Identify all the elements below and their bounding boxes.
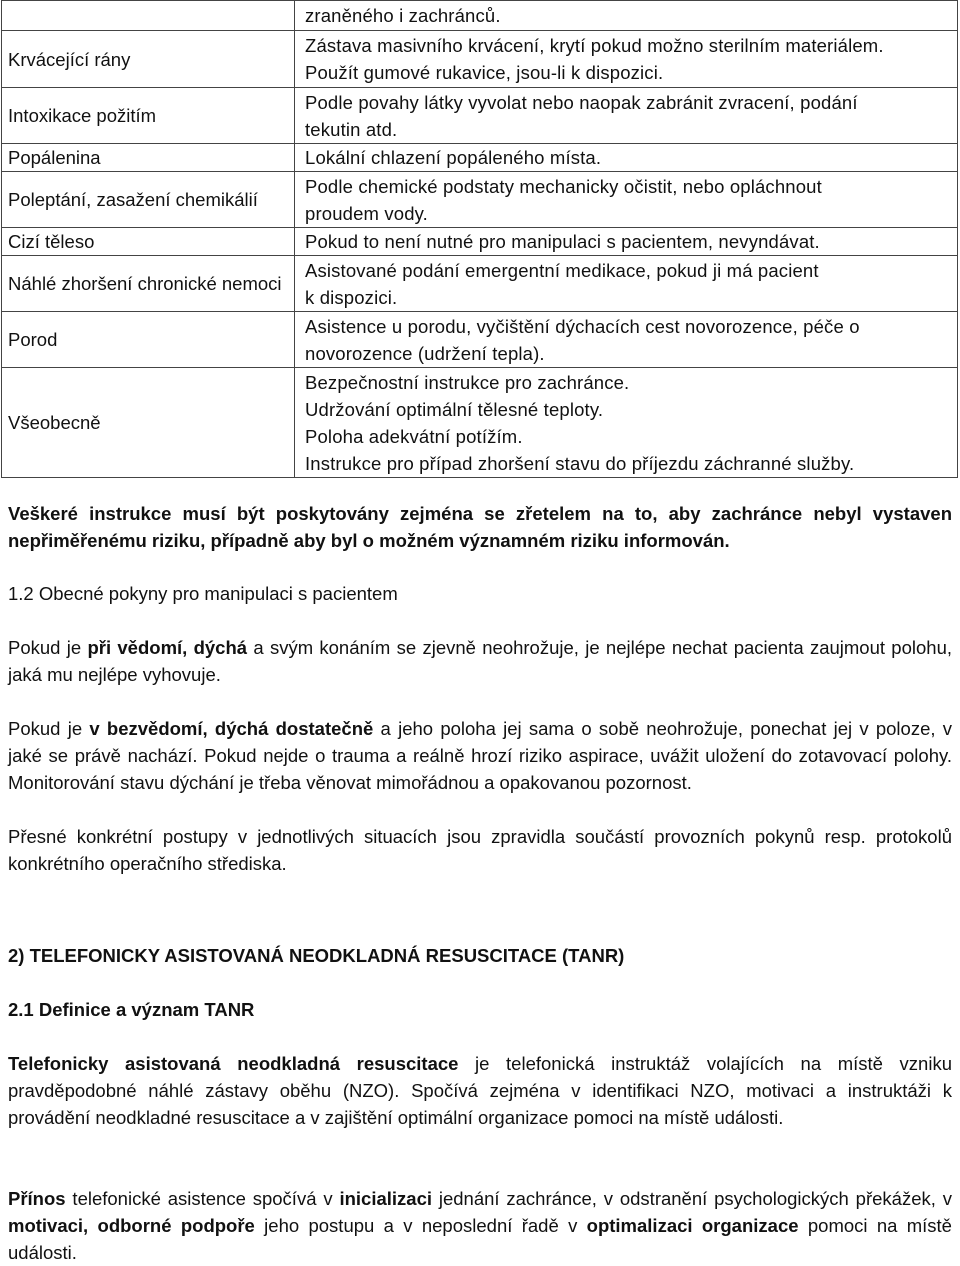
- emphasis: při vědomí, dýchá: [87, 637, 248, 658]
- paragraph-procedures: Přesné konkrétní postupy v jednotlivých situacích jsou zpravidla součástí provozních pokynů resp. protokolů konkrétního operačního střediska.: [8, 826, 952, 874]
- text-run: pomoci na místě události.: [8, 1215, 952, 1263]
- instruction-line: zraněného i zachránců.: [305, 5, 501, 26]
- table-row: [2, 88, 958, 144]
- instruction-cell: [295, 31, 958, 88]
- instruction-line: Instrukce pro případ zhoršení stavu do příjezdu záchranné služby.: [305, 452, 855, 474]
- table-row: [2, 368, 958, 478]
- table-row: [2, 172, 958, 228]
- paragraph-conscious-patient: [8, 634, 952, 688]
- table-row: [2, 256, 958, 312]
- section-heading-2-1: 2.1 Definice a význam TANR: [8, 999, 255, 1020]
- paragraph-tanr-definition: [8, 1050, 952, 1131]
- emphasis: Přínos: [8, 1188, 66, 1209]
- emphasis: v bezvědomí, dýchá dostatečně: [89, 718, 374, 739]
- section-heading-2: 2) TELEFONICKY ASISTOVANÁ NEODKLADNÁ RESUSCITACE (TANR): [8, 945, 625, 966]
- safety-warning: Veškeré instrukce musí být poskytovány zejména se zřetelem na to, aby zachránce nebyl vystaven nepřiměřenému riziku, případně aby byl o možném významném riziku informován.: [8, 503, 952, 551]
- instruction-cell: [295, 368, 958, 478]
- instruction-line: Udržování optimální tělesné teploty.: [305, 398, 604, 420]
- category-cell: Poleptání, zasažení chemikálií: [2, 172, 295, 228]
- instruction-line: Zástava masivního krvácení, krytí pokud možno sterilním materiálem.: [305, 35, 884, 56]
- instruction-cell: [295, 256, 958, 312]
- table-row: [2, 31, 958, 88]
- document-body: [8, 500, 952, 1266]
- paragraph-tanr-benefit: [8, 1185, 952, 1266]
- instruction-line: Asistence u porodu, vyčištění dýchacích cest novorozence, péče o: [305, 315, 860, 337]
- instruction-cell: [295, 1, 958, 31]
- instruction-line: Podle povahy látky vyvolat nebo naopak zabránit zvracení, podání: [305, 91, 858, 113]
- text-run: a svým konáním se zjevně neohrožuje, je nejlépe nechat pacienta zaujmout polohu, jaká mu nejlépe vyhovuje.: [8, 637, 952, 685]
- instruction-line: Podle chemické podstaty mechanicky očistit, nebo opláchnout: [305, 175, 822, 197]
- instruction-line: Bezpečnostní instrukce pro zachránce.: [305, 371, 630, 393]
- instruction-cell: [295, 144, 958, 172]
- instruction-cell: [295, 88, 958, 144]
- category-cell: Popálenina: [2, 144, 295, 172]
- instruction-line: Poloha adekvátní potížím.: [305, 425, 523, 447]
- table-row: [2, 228, 958, 256]
- emphasis: inicializaci: [339, 1188, 432, 1209]
- instruction-line: k dispozici.: [305, 286, 398, 308]
- category-cell: Náhlé zhoršení chronické nemoci: [2, 256, 295, 312]
- instruction-line: Použít gumové rukavice, jsou-li k dispozici.: [305, 62, 664, 83]
- table-row: [2, 1, 958, 31]
- text-run: je telefonická instruktáž volajících na místě vzniku pravděpodobné náhlé zástavy oběhu (NZO). Spočívá zejména v identifikaci NZO, motivaci a instruktáži k provádění neodkladné resuscitace a v zajištění optimální organizace pomoci na místě události.: [8, 1053, 952, 1128]
- first-aid-instructions-table: [1, 0, 958, 478]
- table-row: [2, 144, 958, 172]
- emphasis: Telefonicky asistovaná neodkladná resuscitace: [8, 1053, 459, 1074]
- emphasis: optimalizaci organizace: [586, 1215, 799, 1236]
- instruction-line: proudem vody.: [305, 202, 428, 224]
- table-row: [2, 312, 958, 368]
- category-cell: Krvácející rány: [2, 31, 295, 88]
- emphasis: motivaci, odborné podpoře: [8, 1215, 255, 1236]
- instruction-line: novorozence (udržení tepla).: [305, 342, 545, 364]
- category-cell: Intoxikace požitím: [2, 88, 295, 144]
- text-run: jednání zachránce, v odstranění psychologických překážek, v: [432, 1188, 952, 1209]
- text-run: Pokud je: [8, 637, 88, 658]
- instruction-line: Lokální chlazení popáleného místa.: [305, 147, 602, 168]
- instruction-line: tekutin atd.: [305, 118, 398, 140]
- category-cell: Všeobecně: [2, 368, 295, 478]
- category-cell: [2, 1, 295, 31]
- instruction-cell: [295, 172, 958, 228]
- category-cell: Porod: [2, 312, 295, 368]
- text-run: jeho postupu a v neposlední řadě v: [254, 1215, 587, 1236]
- instruction-line: Asistované podání emergentní medikace, pokud ji má pacient: [305, 259, 819, 281]
- text-run: a jeho poloha jej sama o sobě neohrožuje, ponechat jej v poloze, v jaké se právě nachází. Pokud nejde o trauma a reálně hrozí riziko aspirace, uvážit uložení do zotavovací polohy. Monitorování stavu dýchání je třeba věnovat mimořádnou a opakovanou pozornost.: [8, 718, 953, 793]
- section-heading-1-2: 1.2 Obecné pokyny pro manipulaci s pacientem: [8, 583, 398, 604]
- instruction-cell: [295, 312, 958, 368]
- text-run: Pokud je: [8, 718, 90, 739]
- instruction-cell: [295, 228, 958, 256]
- paragraph-unconscious-patient: [8, 715, 952, 796]
- category-cell: Cizí těleso: [2, 228, 295, 256]
- text-run: telefonické asistence spočívá v: [65, 1188, 340, 1209]
- instruction-line: Pokud to není nutné pro manipulaci s pacientem, nevyndávat.: [305, 231, 820, 252]
